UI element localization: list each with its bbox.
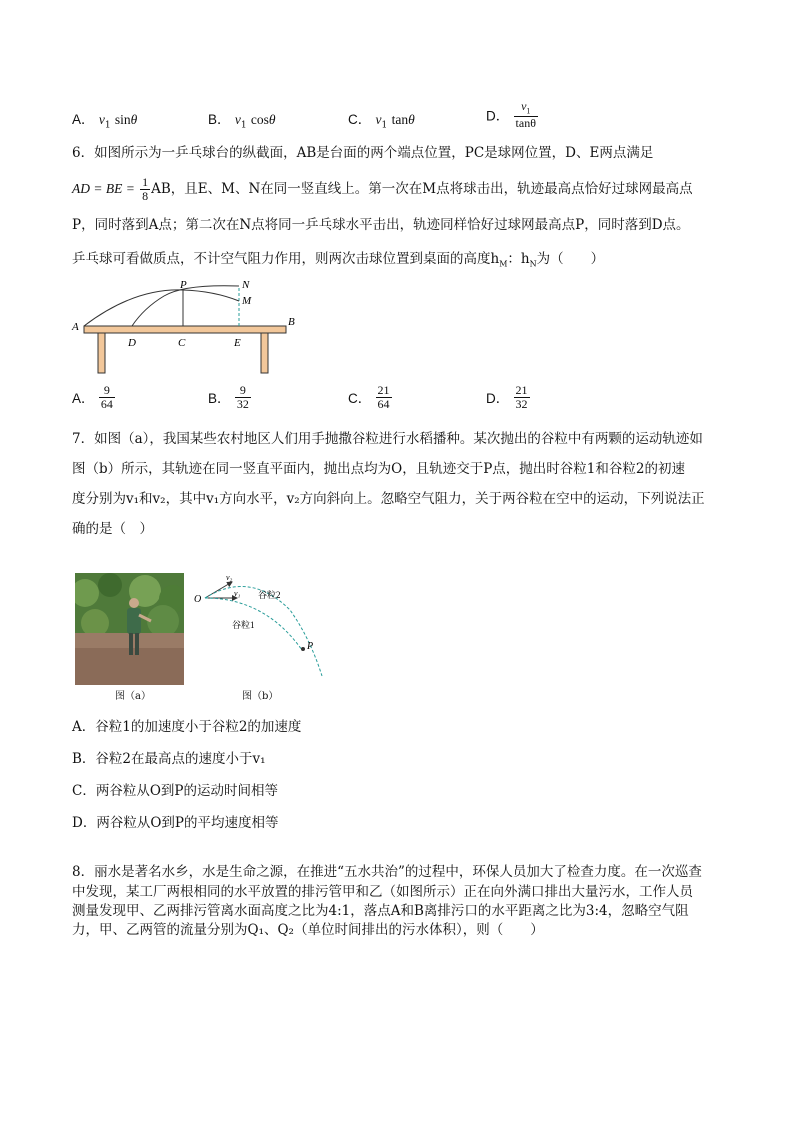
q6-option-d-fraction: $\frac{21}{32}$ bbox=[515, 383, 528, 411]
q6-line-1: 6．如图所示为一乒乓球台的纵截面，AB是台面的两个端点位置，PC是球网位置，D、E两点满足 bbox=[72, 145, 654, 161]
q7-line-4: 确的是（ ） bbox=[72, 521, 153, 537]
v2-arrow bbox=[205, 582, 232, 598]
q7-option-a[interactable]: A．谷粒1的加速度小于谷粒2的加速度 bbox=[72, 719, 302, 735]
point-p-dot bbox=[301, 647, 305, 651]
label-grain-1: 谷粒1 bbox=[232, 620, 255, 630]
q6-option-d[interactable]: D． $\frac{21}{32}$ bbox=[486, 383, 528, 411]
q6-option-a[interactable]: A． $\frac{9}{64}$ bbox=[72, 383, 113, 411]
label-v1: v₁ bbox=[234, 589, 241, 598]
q7-option-d[interactable]: D．两谷粒从O到P的平均速度相等 bbox=[72, 815, 279, 831]
q7-trajectory-diagram bbox=[190, 570, 330, 680]
table-top bbox=[84, 326, 286, 333]
label-grain-2: 谷粒2 bbox=[258, 590, 281, 600]
q6-option-b-fraction: $\frac{9}{32}$ bbox=[236, 383, 249, 411]
q8-line-3: 测量发现甲、乙两排污管离水面高度之比为4:1，落点A和B离排污口的水平距离之比为3:4，忽略空气阻 bbox=[72, 903, 689, 919]
q6-fraction-one-eighth: $\frac{1}{8}$ bbox=[142, 175, 149, 203]
q6-option-a-fraction: $\frac{9}{64}$ bbox=[100, 383, 113, 411]
label-m: M bbox=[242, 295, 252, 307]
table-leg-left bbox=[98, 333, 105, 373]
label-a: A bbox=[72, 321, 79, 333]
label-c: C bbox=[178, 337, 186, 349]
q7-option-b[interactable]: B．谷粒2在最高点的速度小于v₁ bbox=[72, 751, 266, 767]
q6-option-b[interactable]: B． $\frac{9}{32}$ bbox=[208, 383, 249, 411]
q8-line-4: 力，甲、乙两管的流量分别为Q₁、Q₂（单位时间排出的污水体积），则（ ） bbox=[72, 922, 544, 938]
label-e: E bbox=[234, 337, 241, 349]
q7-line-1: 7．如图（a），我国某些农村地区人们用手抛撒谷粒进行水稻播种。某次抛出的谷粒中有两颗的运动轨迹如 bbox=[72, 431, 703, 447]
farmer-photo-illustration bbox=[75, 573, 184, 685]
q7-option-c[interactable]: C．两谷粒从O到P的运动时间相等 bbox=[72, 783, 278, 799]
q5-option-b[interactable]: B． $v_1$ cosθ bbox=[208, 112, 276, 131]
label-v2: v₂ bbox=[226, 573, 233, 582]
label-p: P bbox=[307, 641, 314, 652]
q6-option-c[interactable]: C． $\frac{21}{64}$ bbox=[348, 383, 390, 411]
q7-fig-b-caption: 图（b） bbox=[242, 691, 279, 702]
q6-line-2: AD = BE = $\frac{1}{8}$ AB，且E、M、N在同一竖直线上。第一次在M点将球击出，轨迹最高点恰好过球网最高点 bbox=[72, 175, 693, 203]
q5-option-d-fraction: $\frac{v_1}{\tan\theta}$ bbox=[515, 99, 536, 130]
q7-line-2: 图（b）所示，其轨迹在同一竖直平面内，抛出点均为O，且轨迹交于P点，抛出时谷粒1和谷粒2的初速 bbox=[72, 461, 685, 477]
label-d: D bbox=[128, 337, 136, 349]
trajectory-n-to-d bbox=[132, 286, 239, 326]
q7-photo-farmer bbox=[75, 573, 184, 685]
q8-line-2: 中发现，某工厂两根相同的水平放置的排污管甲和乙（如图所示）正在向外满口排出大量污水，工作人员 bbox=[72, 884, 693, 900]
q6-line-4: 乒乓球可看做质点，不计空气阻力作用，则两次击球位置到桌面的高度$h_M$：$h_N$为（ ） bbox=[72, 251, 605, 269]
trajectory-m-to-a bbox=[84, 290, 239, 326]
q5-option-a[interactable]: A． $v_1$ sinθ bbox=[72, 112, 138, 131]
label-o: O bbox=[194, 594, 202, 605]
q7-line-3: 度分别为v₁和v₂，其中v₁方向水平，v₂方向斜向上。忽略空气阻力，关于两谷粒在空中的运动，下列说法正 bbox=[72, 491, 705, 507]
table-leg-right bbox=[261, 333, 268, 373]
label-b: B bbox=[288, 316, 295, 328]
q6-line-3: P，同时落到A点；第二次在N点将同一乒乓球水平击出，轨迹同样恰好过球网最高点P，同时落到D点。 bbox=[72, 217, 690, 233]
label-p: P bbox=[180, 279, 187, 291]
q7-fig-a-caption: 图（a） bbox=[115, 691, 151, 702]
q5-option-d[interactable]: D． $\frac{v_1}{\tan\theta}$ bbox=[486, 99, 536, 130]
q8-line-1: 8．丽水是著名水乡，水是生命之源，在推进“五水共治”的过程中，环保人员加大了检查力度。在一次巡查 bbox=[72, 864, 702, 880]
q5-option-c[interactable]: C． $v_1$ tanθ bbox=[348, 112, 415, 131]
q6-option-c-fraction: $\frac{21}{64}$ bbox=[377, 383, 390, 411]
label-n: N bbox=[242, 279, 250, 291]
q6-table-diagram bbox=[64, 274, 314, 378]
